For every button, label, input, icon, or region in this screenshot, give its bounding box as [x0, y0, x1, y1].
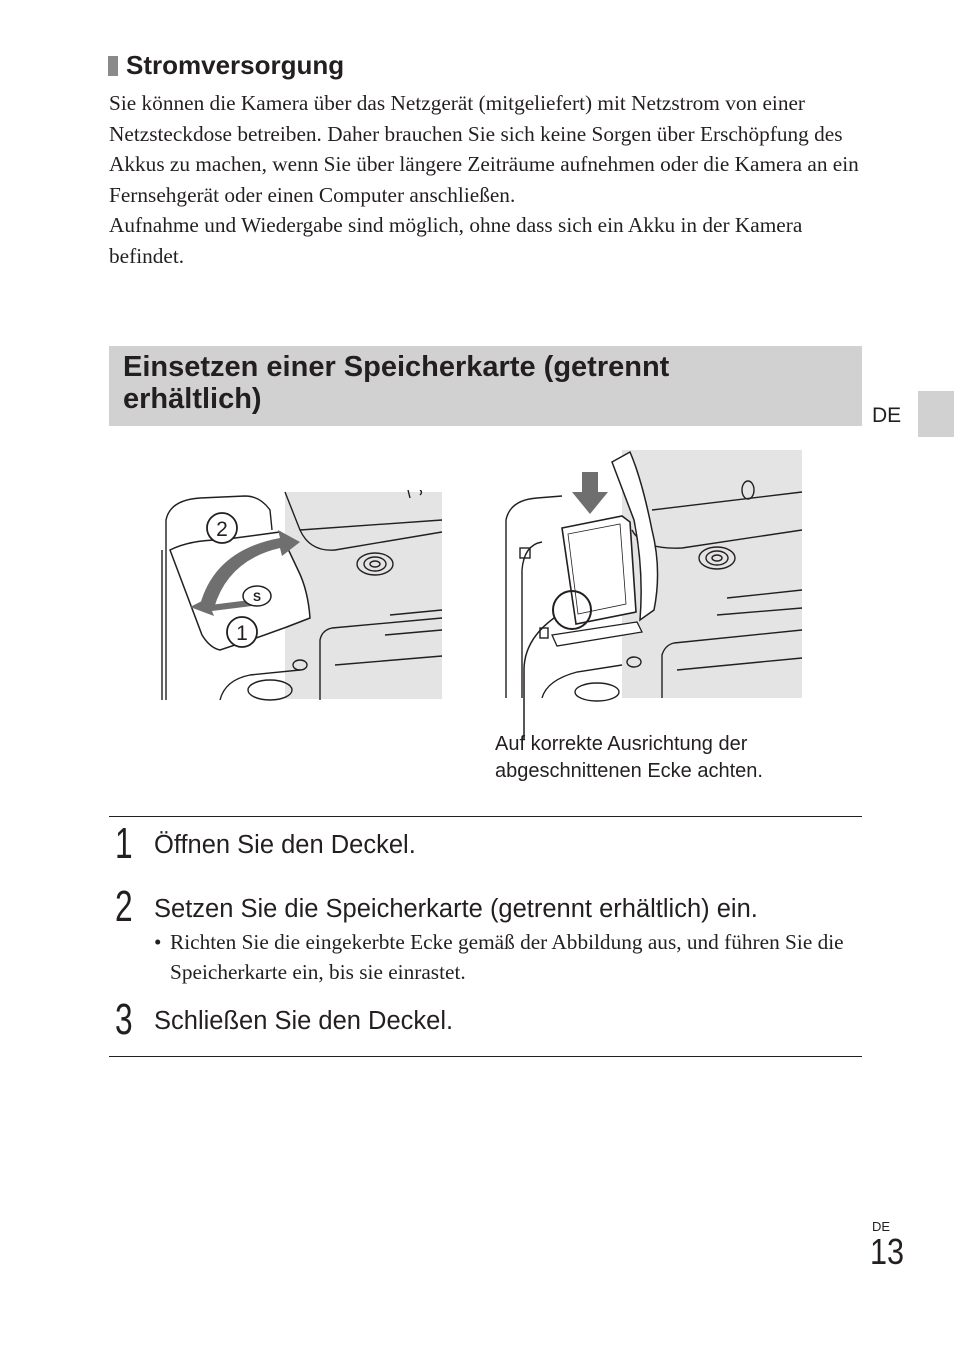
power-heading-text: Stromversorgung — [126, 50, 345, 80]
camera-illustration-insert-card — [502, 450, 804, 740]
bullet-icon: • — [154, 930, 162, 954]
marker-1 — [227, 617, 257, 647]
section-title-line2: erhältlich) — [123, 383, 262, 415]
step-3-text: Schließen Sie den Deckel. — [154, 1007, 454, 1035]
marker-2 — [207, 513, 237, 543]
camera-illustration-open-cover — [160, 490, 445, 702]
steps-bottom-rule — [109, 1056, 862, 1057]
power-paragraph-1: Sie können die Kamera über das Netzgerät (mitgeliefert) mit Netzstrom von einer Netzsteckdose betreiben. Daher brauchen Sie sich keine Sorgen über Erschöpfung des Akkus zu machen, wenn Sie über längere Zeiträume aufnehmen oder die Kamera an ein Fernsehgerät oder einen Computer anschließen. — [109, 91, 859, 207]
svg-text:S: S — [252, 590, 262, 604]
section-title-line1: Einsetzen einer Speicherkarte (getrennt — [123, 351, 670, 383]
step-2-number: 2 — [115, 882, 133, 931]
svg-text:1: 1 — [236, 622, 248, 645]
page-language-label: DE — [872, 1219, 891, 1234]
insert-arrow-icon — [572, 472, 608, 514]
section-title — [123, 351, 848, 415]
step-3-number: 3 — [115, 995, 133, 1044]
power-heading — [108, 50, 344, 81]
power-body — [109, 88, 859, 271]
section-banner — [109, 346, 862, 426]
steps-top-rule — [109, 816, 862, 817]
step-1-text: Öffnen Sie den Deckel. — [154, 831, 416, 859]
callout-line1: Auf korrekte Ausrichtung der — [495, 733, 748, 755]
heading-marker-icon — [108, 56, 118, 76]
callout-leader-line — [524, 618, 554, 740]
power-paragraph-2: Aufnahme und Wiedergabe sind möglich, ohne dass sich ein Akku in der Kamera befindet. — [109, 213, 803, 268]
callout-line2: abgeschnittenen Ecke achten. — [495, 760, 763, 782]
callout-text — [495, 731, 835, 785]
step-2-note-text: Richten Sie die eingekerbte Ecke gemäß der Abbildung aus, und führen Sie die Speicherkarte ein, bis sie einrastet. — [170, 930, 844, 984]
svg-text:2: 2 — [216, 518, 228, 541]
memory-card — [562, 516, 636, 624]
side-tab-label: DE — [872, 404, 902, 427]
step-2-text: Setzen Sie die Speicherkarte (getrennt erhältlich) ein. — [154, 895, 758, 923]
side-tab — [918, 391, 954, 437]
step-1-number: 1 — [115, 819, 133, 868]
page-number: 13 — [870, 1231, 905, 1272]
step-2-note — [154, 928, 864, 987]
